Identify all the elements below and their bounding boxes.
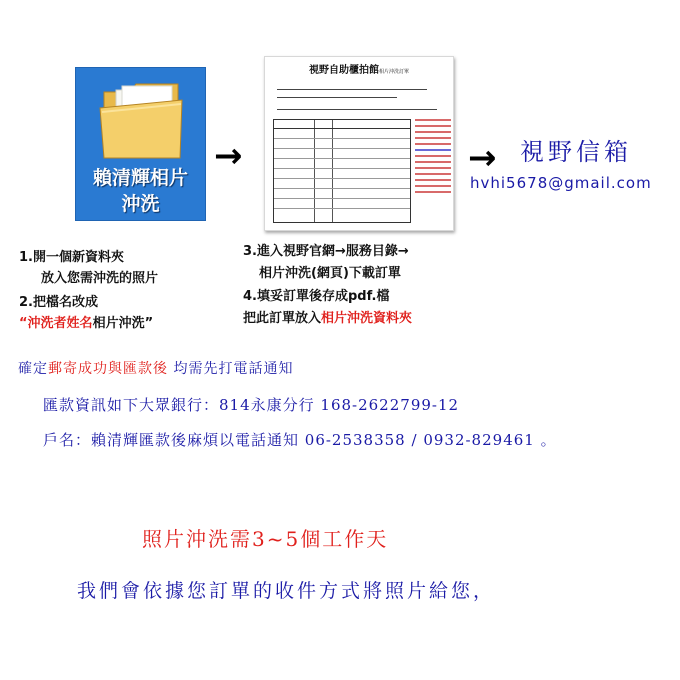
- form-note-line: [415, 131, 451, 133]
- table-column-divider: [332, 120, 333, 222]
- step-2-name-highlight: 沖洗者姓名: [27, 316, 93, 331]
- step-3-line-2: 相片沖洗(網頁)下載訂單: [259, 266, 401, 281]
- table-row-divider: [274, 138, 410, 139]
- form-note-line: [415, 167, 451, 169]
- processing-time-note: 照片沖洗需3~5個工作天: [142, 527, 389, 551]
- form-note-line: [415, 161, 451, 163]
- table-column-divider: [314, 120, 315, 222]
- arrow-right-icon: →: [214, 136, 243, 176]
- mailbox-title: 視野信箱: [520, 138, 632, 166]
- step-4-line-1: 4.填妥訂單後存成pdf.檔: [243, 289, 390, 304]
- step-3-line-1: 3.進入視野官網→服務目錄→: [243, 244, 409, 259]
- form-field-line: [277, 89, 427, 90]
- table-row-divider: [274, 188, 410, 189]
- form-note-line: [415, 179, 451, 181]
- form-note-line: [415, 173, 451, 175]
- folder-caption-line1: 賴清輝相片: [92, 167, 188, 189]
- delivery-note: 我們會依據您訂單的收件方式將照片給您，: [77, 580, 496, 602]
- step-2-line-2: [19, 315, 153, 333]
- form-note-line: [415, 125, 451, 127]
- table-row-divider: [274, 148, 410, 149]
- form-note-line: [415, 155, 451, 157]
- order-form-title-main: 視野自助櫃拍館: [308, 65, 379, 76]
- folder-caption-line2: 沖洗: [121, 193, 160, 215]
- arrow-right-icon: →: [468, 138, 497, 178]
- form-note-line: [415, 149, 451, 151]
- payment-notice-highlight: 郵寄成功與匯款後: [48, 361, 168, 377]
- step-2-quote-open: “: [19, 316, 28, 331]
- table-row-divider: [274, 208, 410, 209]
- table-row-divider: [274, 158, 410, 159]
- table-header-divider: [274, 128, 410, 129]
- account-holder-info: 戶名：賴清輝匯款後麻煩以電話通知 06-2538358 / 0932-829461 。: [43, 431, 557, 449]
- form-note-line: [415, 137, 451, 139]
- folder-icon: [94, 78, 189, 160]
- order-form-title: [265, 65, 453, 78]
- order-form-thumbnail: [264, 56, 454, 231]
- step-2-line-1: 2.把檔名改成: [19, 295, 98, 310]
- payment-notice-suffix: 均需先打電話通知: [168, 361, 294, 377]
- form-field-line: [277, 109, 437, 110]
- order-form-notes: [415, 119, 451, 223]
- step-1-line-2: 放入您需沖洗的照片: [41, 271, 159, 286]
- table-row-divider: [274, 168, 410, 169]
- step-4-prefix: 把此訂單放入: [243, 311, 322, 326]
- bank-account-info: 匯款資訊如下大眾銀行：814永康分行 168-2622799-12: [43, 396, 460, 414]
- form-note-line: [415, 143, 451, 145]
- folder-icon-panel[interactable]: [75, 67, 206, 221]
- table-row-divider: [274, 178, 410, 179]
- step-4-line-2: [243, 310, 412, 328]
- step-1-line-1: 1.開一個新資料夾: [19, 250, 124, 265]
- step-4-folder-highlight: 相片沖洗資料夾: [321, 311, 413, 326]
- form-note-line: [415, 185, 451, 187]
- order-form-table: [273, 119, 411, 223]
- form-note-line: [415, 119, 451, 121]
- form-note-line: [415, 191, 451, 193]
- step-2-name-rest: 相片沖洗”: [92, 316, 154, 331]
- payment-notice-prefix: 確定: [18, 361, 48, 377]
- table-row-divider: [274, 198, 410, 199]
- mailbox-email-link[interactable]: hvhi5678@gmail.com: [470, 174, 652, 192]
- order-form-title-small: 相片沖洗訂單: [378, 69, 409, 75]
- payment-notice: [18, 360, 293, 378]
- form-field-line: [277, 97, 397, 98]
